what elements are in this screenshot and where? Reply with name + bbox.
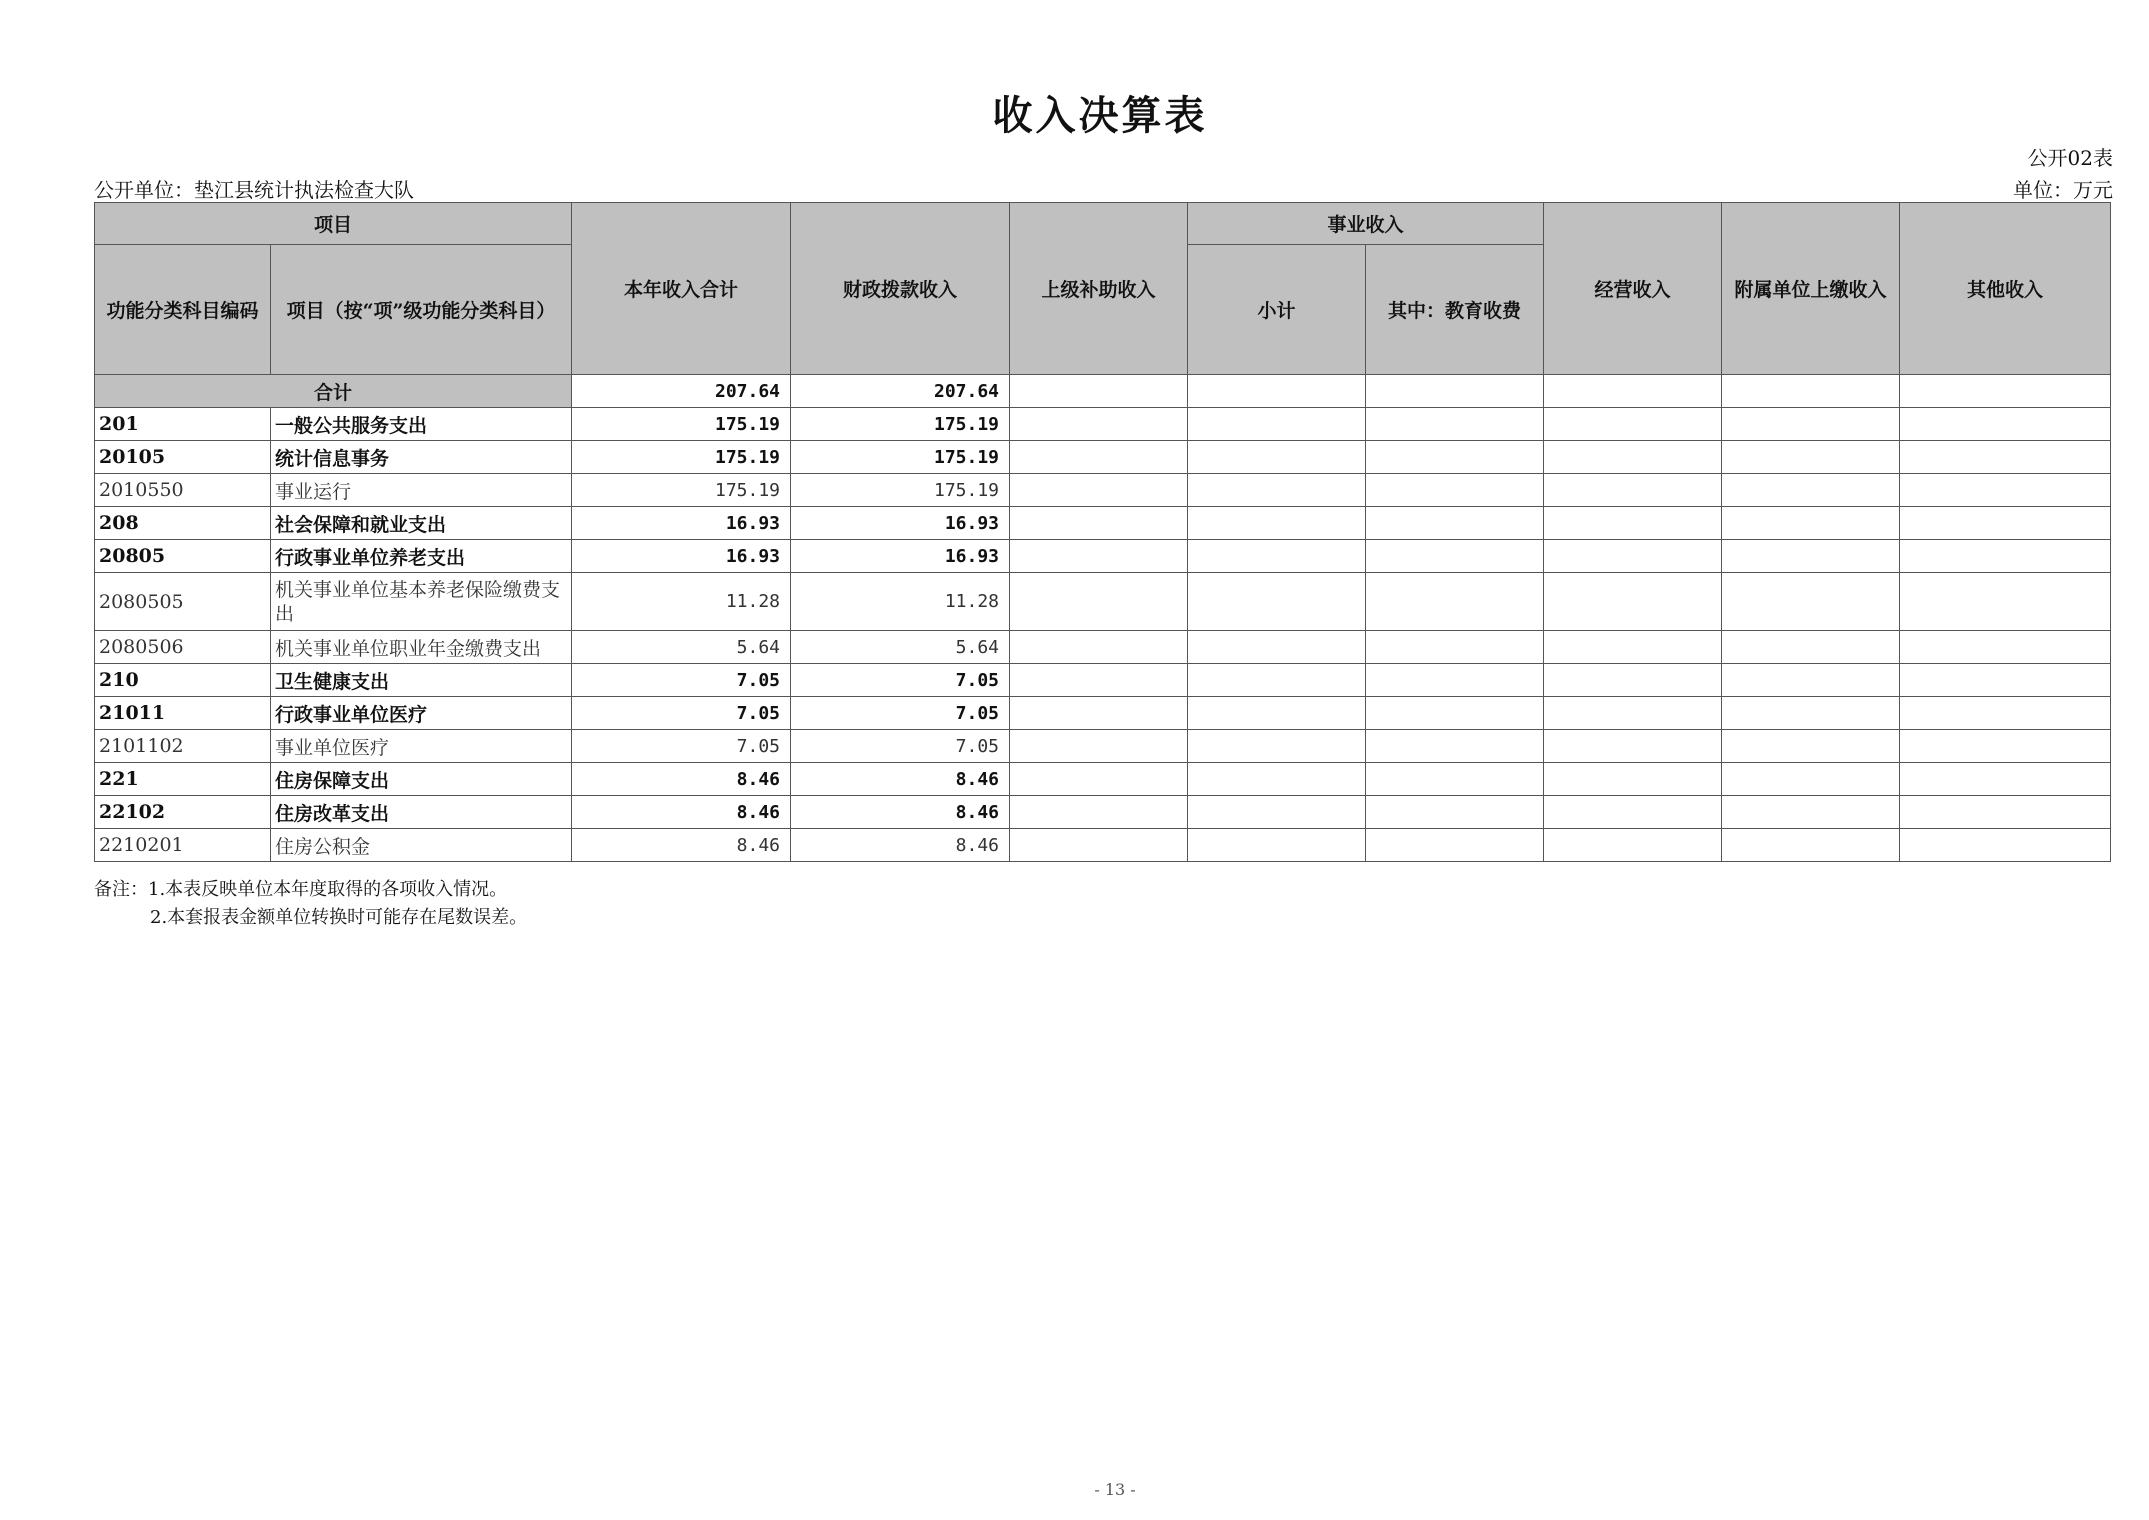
row-education — [1366, 763, 1544, 796]
row-operating — [1544, 408, 1722, 441]
row-other — [1900, 441, 2111, 474]
table-row — [95, 540, 2111, 573]
row-other — [1900, 664, 2111, 697]
header-other: 其他收入 — [1900, 203, 2111, 375]
table-row — [95, 796, 2111, 829]
empty-cell — [1010, 375, 1188, 408]
row-code: 2210201 — [95, 829, 271, 862]
header-subtotal: 小计 — [1188, 245, 1366, 375]
note-2: 2.本套报表金额单位转换时可能存在尾数误差。 — [150, 907, 528, 928]
row-name: 社会保障和就业支出 — [271, 507, 572, 540]
row-other — [1900, 631, 2111, 664]
header-education: 其中：教育收费 — [1366, 245, 1544, 375]
row-superior — [1010, 730, 1188, 763]
row-affiliated — [1722, 408, 1900, 441]
row-fiscal: 8.46 — [791, 829, 1010, 862]
row-education — [1366, 664, 1544, 697]
row-affiliated — [1722, 730, 1900, 763]
row-operating — [1544, 697, 1722, 730]
header-business-group: 事业收入 — [1188, 203, 1544, 245]
row-name: 卫生健康支出 — [271, 664, 572, 697]
row-name: 行政事业单位医疗 — [271, 697, 572, 730]
row-total-income: 8.46 — [572, 829, 791, 862]
row-education — [1366, 507, 1544, 540]
reporting-unit: 公开单位：垫江县统计执法检查大队 — [94, 178, 414, 202]
row-operating — [1544, 441, 1722, 474]
row-business-subtotal — [1188, 507, 1366, 540]
row-fiscal: 8.46 — [791, 796, 1010, 829]
empty-cell — [1188, 375, 1366, 408]
row-operating — [1544, 573, 1722, 631]
header-total-income: 本年收入合计 — [572, 203, 791, 375]
row-code: 2101102 — [95, 730, 271, 763]
table-row — [95, 441, 2111, 474]
row-name: 住房改革支出 — [271, 796, 572, 829]
row-operating — [1544, 540, 1722, 573]
row-name: 一般公共服务支出 — [271, 408, 572, 441]
row-affiliated — [1722, 441, 1900, 474]
total-row — [95, 375, 2111, 408]
total-label: 合计 — [95, 375, 572, 408]
row-superior — [1010, 664, 1188, 697]
table-row — [95, 730, 2111, 763]
row-affiliated — [1722, 474, 1900, 507]
row-education — [1366, 796, 1544, 829]
empty-cell — [1900, 375, 2111, 408]
total-fiscal-value: 207.64 — [791, 375, 1010, 408]
row-other — [1900, 763, 2111, 796]
row-total-income: 5.64 — [572, 631, 791, 664]
row-operating — [1544, 730, 1722, 763]
row-education — [1366, 697, 1544, 730]
row-code: 22102 — [95, 796, 271, 829]
row-name: 事业运行 — [271, 474, 572, 507]
row-other — [1900, 507, 2111, 540]
table-row — [95, 573, 2111, 631]
table-row — [95, 631, 2111, 664]
header-item-group: 项目 — [95, 203, 572, 245]
row-fiscal: 5.64 — [791, 631, 1010, 664]
row-superior — [1010, 829, 1188, 862]
row-code: 201 — [95, 408, 271, 441]
row-name: 住房公积金 — [271, 829, 572, 862]
row-other — [1900, 697, 2111, 730]
row-total-income: 175.19 — [572, 441, 791, 474]
notes — [94, 876, 527, 932]
row-code: 21011 — [95, 697, 271, 730]
row-business-subtotal — [1188, 730, 1366, 763]
row-operating — [1544, 507, 1722, 540]
row-operating — [1544, 664, 1722, 697]
row-total-income: 16.93 — [572, 507, 791, 540]
header-affiliated: 附属单位上缴收入 — [1722, 203, 1900, 375]
row-operating — [1544, 631, 1722, 664]
form-code: 公开02表 — [2027, 146, 2113, 170]
row-education — [1366, 829, 1544, 862]
row-business-subtotal — [1188, 474, 1366, 507]
row-superior — [1010, 697, 1188, 730]
row-total-income: 8.46 — [572, 796, 791, 829]
row-education — [1366, 474, 1544, 507]
header-operating: 经营收入 — [1544, 203, 1722, 375]
row-total-income: 7.05 — [572, 664, 791, 697]
table-row — [95, 507, 2111, 540]
row-other — [1900, 573, 2111, 631]
row-fiscal: 7.05 — [791, 697, 1010, 730]
row-fiscal: 175.19 — [791, 441, 1010, 474]
row-business-subtotal — [1188, 540, 1366, 573]
row-code: 208 — [95, 507, 271, 540]
row-code: 20105 — [95, 441, 271, 474]
header-name: 项目（按“项”级功能分类科目） — [271, 245, 572, 375]
table-row — [95, 829, 2111, 862]
header-fiscal: 财政拨款收入 — [791, 203, 1010, 375]
row-other — [1900, 408, 2111, 441]
row-code: 210 — [95, 664, 271, 697]
row-fiscal: 16.93 — [791, 540, 1010, 573]
row-education — [1366, 540, 1544, 573]
row-other — [1900, 540, 2111, 573]
row-affiliated — [1722, 540, 1900, 573]
row-other — [1900, 730, 2111, 763]
row-fiscal: 16.93 — [791, 507, 1010, 540]
row-other — [1900, 829, 2111, 862]
row-total-income: 8.46 — [572, 763, 791, 796]
table-row — [95, 474, 2111, 507]
row-total-income: 7.05 — [572, 730, 791, 763]
row-education — [1366, 631, 1544, 664]
row-total-income: 175.19 — [572, 474, 791, 507]
header-code: 功能分类科目编码 — [95, 245, 271, 375]
row-code: 20805 — [95, 540, 271, 573]
currency-unit: 单位：万元 — [2013, 178, 2113, 202]
row-business-subtotal — [1188, 763, 1366, 796]
row-superior — [1010, 763, 1188, 796]
row-total-income: 11.28 — [572, 573, 791, 631]
empty-cell — [1722, 375, 1900, 408]
row-name: 行政事业单位养老支出 — [271, 540, 572, 573]
table-row — [95, 664, 2111, 697]
row-name: 统计信息事务 — [271, 441, 572, 474]
row-superior — [1010, 507, 1188, 540]
row-affiliated — [1722, 796, 1900, 829]
row-fiscal: 8.46 — [791, 763, 1010, 796]
row-name: 机关事业单位基本养老保险缴费支出 — [271, 573, 572, 631]
row-superior — [1010, 796, 1188, 829]
row-superior — [1010, 474, 1188, 507]
table-row — [95, 763, 2111, 796]
row-business-subtotal — [1188, 829, 1366, 862]
row-other — [1900, 474, 2111, 507]
row-affiliated — [1722, 829, 1900, 862]
row-affiliated — [1722, 664, 1900, 697]
row-affiliated — [1722, 507, 1900, 540]
row-business-subtotal — [1188, 697, 1366, 730]
row-code: 2080505 — [95, 573, 271, 631]
table-row — [95, 697, 2111, 730]
row-fiscal: 175.19 — [791, 408, 1010, 441]
unit-line — [94, 174, 2113, 200]
row-fiscal: 7.05 — [791, 664, 1010, 697]
empty-cell — [1366, 375, 1544, 408]
row-total-income: 7.05 — [572, 697, 791, 730]
row-education — [1366, 573, 1544, 631]
row-superior — [1010, 573, 1188, 631]
row-affiliated — [1722, 697, 1900, 730]
row-education — [1366, 441, 1544, 474]
row-total-income: 175.19 — [572, 408, 791, 441]
note-1: 备注：1.本表反映单位本年度取得的各项收入情况。 — [94, 879, 508, 900]
row-superior — [1010, 408, 1188, 441]
row-total-income: 16.93 — [572, 540, 791, 573]
row-education — [1366, 408, 1544, 441]
row-business-subtotal — [1188, 664, 1366, 697]
row-affiliated — [1722, 573, 1900, 631]
row-name: 住房保障支出 — [271, 763, 572, 796]
row-other — [1900, 796, 2111, 829]
row-name: 事业单位医疗 — [271, 730, 572, 763]
page-title: 收入决算表 — [992, 92, 1208, 139]
table-row — [95, 408, 2111, 441]
page-number: - 13 - — [1094, 1480, 1136, 1499]
row-code: 2010550 — [95, 474, 271, 507]
empty-cell — [1544, 375, 1722, 408]
row-name: 机关事业单位职业年金缴费支出 — [271, 631, 572, 664]
row-fiscal: 175.19 — [791, 474, 1010, 507]
row-affiliated — [1722, 631, 1900, 664]
row-operating — [1544, 763, 1722, 796]
row-superior — [1010, 441, 1188, 474]
header-superior: 上级补助收入 — [1010, 203, 1188, 375]
row-operating — [1544, 796, 1722, 829]
row-business-subtotal — [1188, 408, 1366, 441]
row-business-subtotal — [1188, 631, 1366, 664]
row-business-subtotal — [1188, 796, 1366, 829]
row-operating — [1544, 474, 1722, 507]
income-table — [94, 202, 2111, 862]
row-operating — [1544, 829, 1722, 862]
row-code: 221 — [95, 763, 271, 796]
row-business-subtotal — [1188, 441, 1366, 474]
row-fiscal: 7.05 — [791, 730, 1010, 763]
row-affiliated — [1722, 763, 1900, 796]
row-superior — [1010, 540, 1188, 573]
row-business-subtotal — [1188, 573, 1366, 631]
data-rows — [95, 408, 2111, 862]
row-fiscal: 11.28 — [791, 573, 1010, 631]
row-code: 2080506 — [95, 631, 271, 664]
row-education — [1366, 730, 1544, 763]
row-superior — [1010, 631, 1188, 664]
total-income-value: 207.64 — [572, 375, 791, 408]
